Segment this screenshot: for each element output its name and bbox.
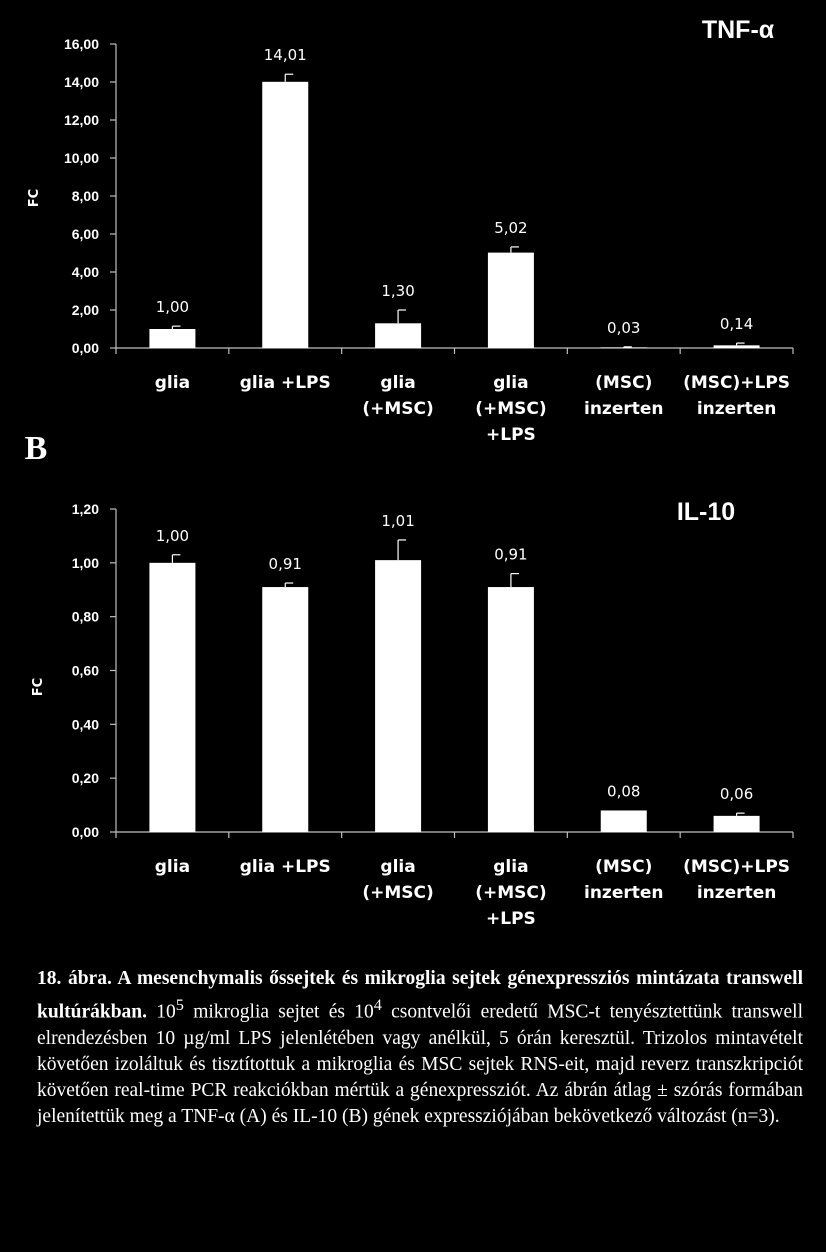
caption-text-1: 10 [147,1001,176,1023]
tnf-bar [375,323,421,348]
il10-bar [149,563,195,832]
il10-bar [601,810,647,832]
tnf-y-tick-label: 0,00 [71,340,99,356]
tnf-category-label: (+MSC) [475,399,547,419]
tnf-category-label: inzerten [696,399,777,419]
il10-value-label: 0,06 [719,785,754,804]
il10-category-label: (+MSC) [362,883,434,903]
tnf-bar [488,253,534,348]
tnf-category-label: (MSC) [595,373,653,393]
il10-chart-title: IL-10 [676,498,736,526]
il10-value-label: 1,00 [155,526,190,545]
tnf-value-label: 5,02 [494,218,528,237]
tnf-value-label: 1,00 [155,298,190,317]
il10-category-label: glia +LPS [239,857,331,877]
tnf-y-tick-label: 8,00 [71,188,99,204]
tnf-bar [149,329,195,348]
caption-text-2: mikroglia sejtet és 10 [183,1001,374,1023]
caption-sup-1: 5 [175,996,184,1014]
tnf-bar [714,345,760,348]
tnf-value-label: 1,30 [381,282,415,300]
il10-y-tick-label: 1,00 [71,554,99,571]
tnf-category-label: glia [154,373,191,393]
il10-category-label: +LPS [486,909,536,929]
tnf-category-label: (MSC)+LPS [683,373,791,393]
tnf-y-axis-label: FC [27,188,42,208]
il10-value-label: 0,91 [494,545,528,564]
tnf-y-tick-label: 14,00 [63,74,99,90]
tnf-bar [262,82,308,348]
caption-sup-2: 4 [373,996,382,1014]
il10-y-tick-label: 0,80 [71,608,99,625]
il10-y-tick-label: 0,20 [71,770,99,787]
il10-y-tick-label: 0,40 [71,716,99,733]
il10-category-label: inzerten [696,883,777,903]
tnf-y-tick-label: 4,00 [71,264,99,280]
tnf-y-tick-label: 16,00 [63,36,99,52]
tnf-category-label: +LPS [486,425,536,445]
caption-text-3: csontvelői eredetű MSC-t tenyésztettünk transwell elrendezésben 10 µg/ml LPS jelenlétében vagy anélkül, 5 órán keresztül. Trizolos mintavételt követően izoláltuk és tisztítottuk a mikroglia és MSC sejtek RNS-eit, majd reverz transzkripciót követően real-time PCR reakciókban mértük a génexpressziót. Az ábrán átlag ± szórás formában jelenítettük meg a TNF-α (A) és IL-10 (B) gének expressziójában bekövetkező változást (n=3). [37,1001,803,1127]
caption-title: 18. ábra. A mesenchymalis őssejtek és mikroglia sejtek génexpressziós mintázata transwell kultúrákban. [37,968,803,1023]
il10-category-label: (MSC) [595,857,653,877]
il10-category-label: inzerten [584,883,664,903]
tnf-y-tick-label: 10,00 [63,150,99,166]
figure-caption [37,966,803,1130]
tnf-category-label: glia +LPS [239,373,331,393]
tnf-category-label: glia [380,373,416,393]
il10-y-tick-label: 1,20 [71,501,99,517]
il10-y-tick-label: 0,60 [71,662,99,679]
tnf-bar [601,347,647,348]
il10-category-label: glia [380,857,416,877]
tnf-value-label: 0,14 [719,315,754,334]
il10-category-label: glia [493,857,529,877]
il10-value-label: 1,01 [381,511,415,530]
il10-bar [714,816,760,832]
il10-panel-label: B [24,430,48,467]
il10-bar [375,560,421,832]
tnf-y-tick-label: 2,00 [71,302,99,318]
tnf-category-label: (+MSC) [362,399,434,419]
il10-category-label: (+MSC) [475,883,547,903]
il10-category-label: glia [154,857,191,877]
il10-bar [488,587,534,832]
il10-y-tick-label: 0,00 [71,824,99,840]
tnf-category-label: glia [493,373,529,393]
tnf-y-tick-label: 12,00 [63,112,99,128]
il10-y-axis-label: FC [31,677,46,697]
il10-value-label: 0,91 [268,555,302,574]
il10-category-label: (MSC)+LPS [683,857,791,877]
tnf-category-label: inzerten [584,399,664,419]
il10-value-label: 0,08 [607,782,641,801]
tnf-value-label: 0,03 [607,318,641,337]
tnf-chart-title: TNF-α [701,16,775,44]
il10-bar [262,587,308,832]
tnf-y-tick-label: 6,00 [71,226,99,242]
tnf-value-label: 14,01 [263,46,307,65]
